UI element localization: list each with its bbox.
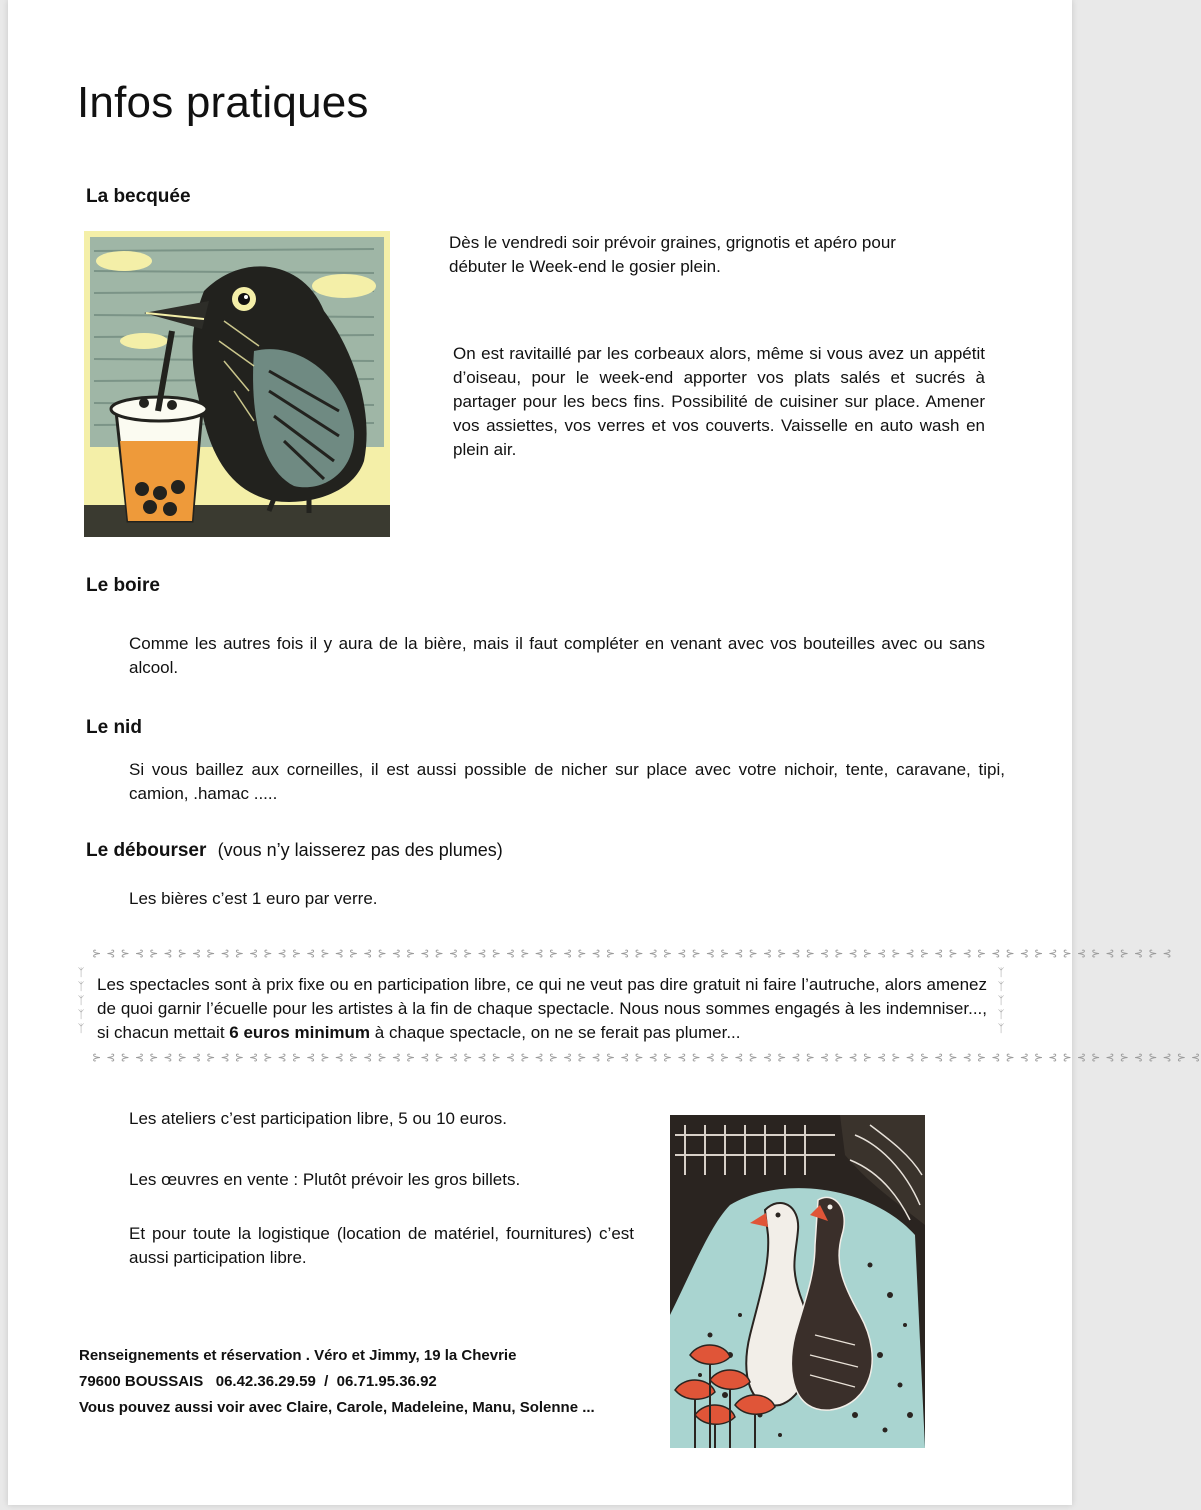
oeuvres-text: Les œuvres en vente : Plutôt prévoir les gros billets. (129, 1170, 521, 1189)
contact-line-3: Vous pouvez aussi voir avec Claire, Carole, Madeleine, Manu, Solenne ... (79, 1399, 595, 1416)
crow-image (84, 231, 390, 537)
contact-block (79, 1343, 595, 1421)
bird-tracks-left-border: ᛉ ᛉ ᛉ ᛉ ᛉ (77, 967, 85, 1035)
page (8, 0, 1201, 1505)
spectacles-minimum-amount: 6 euros minimum (229, 1023, 371, 1042)
contact-line-2: 79600 BOUSSAIS 06.42.36.29.59 / 06.71.95.36.92 (79, 1373, 437, 1390)
section-title-becquee: La becquée (86, 186, 191, 207)
section-title-debourser: Le débourser (86, 840, 207, 861)
ateliers-text: Les ateliers c’est participation libre, 5 ou 10 euros. (129, 1109, 507, 1128)
bird-tracks-bottom-border: ⊱ ⊰ ⊱ ⊰ ⊱ ⊰ ⊱ ⊰ ⊱ ⊰ ⊱ ⊰ ⊱ ⊰ ⊱ ⊰ ⊱ ⊰ ⊱ ⊰ ⊱ ⊰ ⊱ ⊰ ⊱ ⊰ ⊱ ⊰ ⊱ ⊰ ⊱ ⊰ ⊱ ⊰ ⊱ ⊰ ⊱ ⊰ ⊱ ⊰ ⊱ ⊰ ⊱ ⊰ ⊱ ⊰ ⊱ ⊰ ⊱ ⊰ ⊱ ⊰ ⊱ ⊰ ⊱ ⊰ ⊱ ⊰ ⊱ ⊰ ⊱ ⊰ ⊱ ⊰ ⊱ ⊰ ⊱ ⊰ ⊱ ⊰ ⊱ ⊰ ⊱ ⊰ ⊱ ⊰ ⊱ ⊰ (92, 1052, 1201, 1064)
nid-body: Si vous baillez aux corneilles, il est aussi possible de nicher sur place avec votre nichoir, tente, caravane, tipi, camion, .hamac ..... (129, 760, 1005, 803)
boire-body: Comme les autres fois il y aura de la bière, mais il faut compléter en venant avec vos bouteilles avec ou sans alcool. (129, 634, 985, 677)
spectacles-text-end: à chaque spectacle, on ne se ferait pas plumer... (370, 1023, 741, 1042)
becquee-intro: Dès le vendredi soir prévoir graines, grignotis et apéro pour débuter le Week-end le gosier plein. (449, 233, 896, 276)
bird-tracks-right-border: ᛉ ᛉ ᛉ ᛉ ᛉ (997, 967, 1005, 1035)
logistique-text: Et pour toute la logistique (location de matériel, fournitures) c’est aussi participation libre. (129, 1224, 634, 1267)
bird-tracks-top-border: ⊱ ⊰ ⊱ ⊰ ⊱ ⊰ ⊱ ⊰ ⊱ ⊰ ⊱ ⊰ ⊱ ⊰ ⊱ ⊰ ⊱ ⊰ ⊱ ⊰ ⊱ ⊰ ⊱ ⊰ ⊱ ⊰ ⊱ ⊰ ⊱ ⊰ ⊱ ⊰ ⊱ ⊰ ⊱ ⊰ ⊱ ⊰ ⊱ ⊰ ⊱ ⊰ ⊱ ⊰ ⊱ ⊰ ⊱ ⊰ ⊱ ⊰ ⊱ ⊰ ⊱ ⊰ ⊱ ⊰ ⊱ ⊰ ⊱ ⊰ ⊱ ⊰ ⊱ ⊰ ⊱ ⊰ ⊱ ⊰ ⊱ ⊰ ⊱ ⊰ ⊱ ⊰ ⊱ ⊰ (92, 948, 1173, 960)
goose-image-art (670, 1115, 925, 1448)
page-title: Infos pratiques (77, 78, 369, 127)
spectacles-box-text (97, 973, 987, 1045)
section-subtitle-debourser: (vous n’y laisserez pas des plumes) (217, 840, 503, 860)
goose-image (670, 1115, 925, 1448)
section-title-boire: Le boire (86, 575, 160, 596)
becquee-body: On est ravitaillé par les corbeaux alors, même si vous avez un appétit d’oiseau, pour le week-end apporter vos plats salés et sucrés à partager pour les becs fins. Possibilité de cuisiner sur place. Amener vos assiettes, vos verres et vos couverts. Vaisselle en auto wash en plein air. (453, 344, 985, 459)
section-title-nid: Le nid (86, 717, 142, 738)
section-title-debourser-row (86, 840, 503, 862)
debourser-beer: Les bières c’est 1 euro par verre. (129, 889, 378, 908)
spectacles-text-start: Les spectacles sont à prix fixe ou en participation libre, ce qui ne veut pas dire gratuit ni faire l’autruche, alors amenez de quoi garnir l’écuelle pour les artistes à la fin de chaque spectacle. Nous nous sommes engagés à les indemniser..., si chacun mettait (97, 975, 987, 1042)
contact-line-1: Renseignements et réservation . Véro et Jimmy, 19 la Chevrie (79, 1347, 517, 1364)
crow-image-art (84, 231, 390, 537)
